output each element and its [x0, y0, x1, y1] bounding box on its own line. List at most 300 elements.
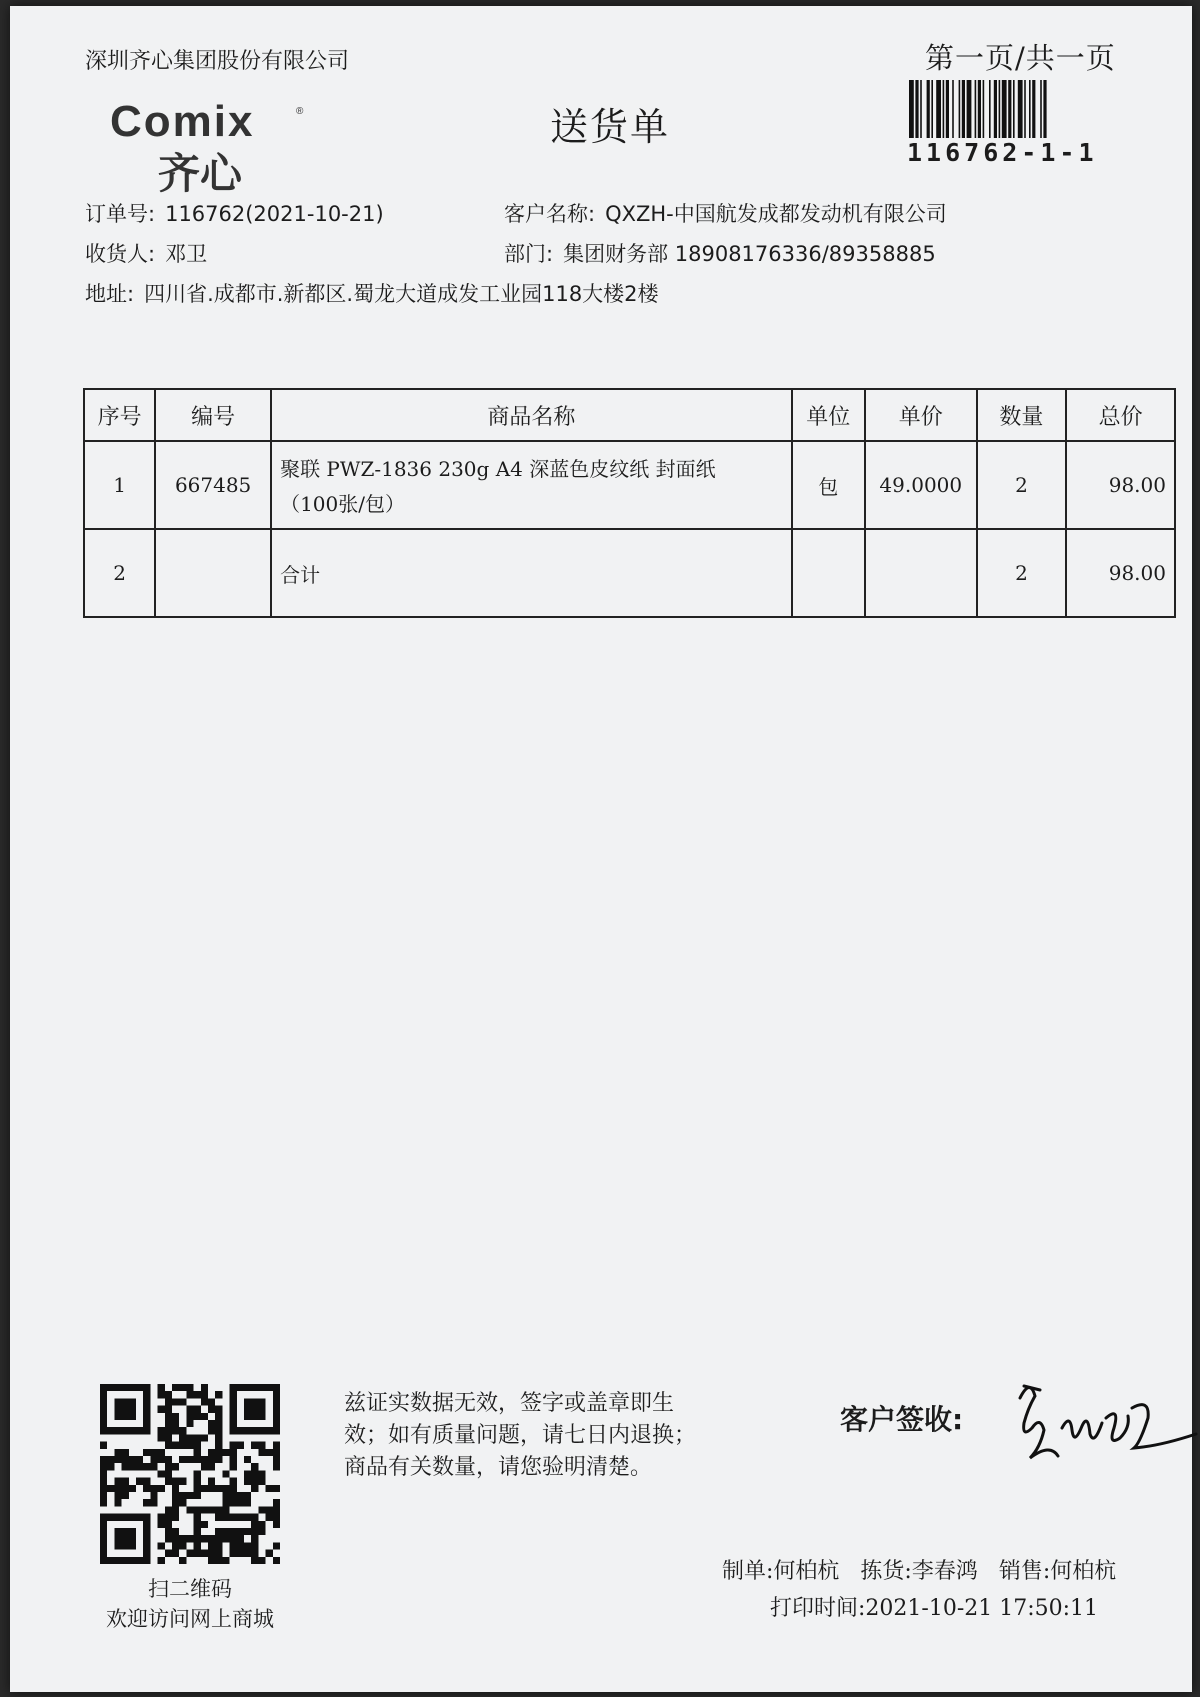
qr-module — [100, 1485, 107, 1492]
barcode-bar — [915, 80, 918, 138]
qr-module — [251, 1542, 258, 1549]
qr-module — [208, 1506, 215, 1513]
cell-unit — [792, 529, 865, 617]
qr-module — [215, 1506, 222, 1513]
qr-module — [194, 1542, 201, 1549]
qr-module — [215, 1535, 222, 1542]
qr-module — [273, 1521, 280, 1528]
qr-module — [215, 1528, 222, 1535]
qr-module — [258, 1470, 265, 1477]
qr-module — [273, 1506, 280, 1513]
barcode-bar — [1013, 80, 1015, 138]
barcode-bar — [994, 80, 997, 138]
qr-module — [230, 1463, 237, 1470]
qr-module — [258, 1449, 265, 1456]
qr-module — [273, 1485, 280, 1492]
qr-module — [114, 1492, 121, 1499]
qr-module — [136, 1478, 143, 1485]
qr-module — [208, 1542, 215, 1549]
qr-module — [222, 1449, 229, 1456]
qr-module — [150, 1499, 157, 1506]
qr-module — [273, 1499, 280, 1506]
qr-module — [215, 1442, 222, 1449]
qr-module — [222, 1485, 229, 1492]
barcode-bar — [952, 80, 954, 138]
receiver-value: 邓卫 — [165, 242, 208, 266]
svg-text:®: ® — [296, 106, 304, 117]
qr-module — [222, 1514, 229, 1521]
qr-module — [143, 1449, 150, 1456]
qr-module — [208, 1478, 215, 1485]
qr-module — [158, 1391, 165, 1398]
logo-subtext: 齐心 — [158, 149, 243, 198]
qr-module — [215, 1557, 222, 1564]
qr-module — [208, 1463, 215, 1470]
qr-module — [179, 1557, 186, 1564]
qr-module — [230, 1514, 237, 1521]
qr-module — [201, 1456, 208, 1463]
qr-module — [107, 1485, 114, 1492]
qr-module — [194, 1391, 201, 1398]
qr-module — [244, 1550, 251, 1557]
qr-module — [208, 1406, 215, 1413]
qr-module — [266, 1514, 273, 1521]
barcode-bar — [962, 80, 965, 138]
qr-module — [251, 1442, 258, 1449]
barcode-bar — [975, 80, 977, 138]
order-number — [85, 198, 384, 228]
qr-module — [244, 1470, 251, 1477]
qr-module — [237, 1499, 244, 1506]
qr-module — [251, 1514, 258, 1521]
qr-module — [165, 1463, 172, 1470]
qr-module — [215, 1413, 222, 1420]
qr-module — [258, 1506, 265, 1513]
qr-module — [194, 1470, 201, 1477]
address-label: 地址: — [85, 282, 135, 306]
cell-unit: 包 — [792, 441, 865, 529]
barcode-bar — [1002, 80, 1007, 138]
qr-module — [158, 1427, 165, 1434]
qr-module — [194, 1521, 201, 1528]
qr-module — [122, 1478, 129, 1485]
qr-module — [114, 1449, 121, 1456]
qr-module — [150, 1492, 157, 1499]
company-name: 深圳齐心集团股份有限公司 — [85, 49, 350, 74]
notice-text — [344, 1388, 754, 1484]
qr-module — [186, 1492, 193, 1499]
qr-module — [244, 1514, 251, 1521]
qr-module — [122, 1463, 129, 1470]
qr-module — [172, 1550, 179, 1557]
qr-module — [172, 1485, 179, 1492]
cell-seq: 2 — [84, 529, 155, 617]
qr-module — [179, 1499, 186, 1506]
cell-product-name: 合计 — [271, 529, 792, 617]
barcode — [907, 80, 1127, 138]
qr-module — [266, 1506, 273, 1513]
barcode-bar — [909, 80, 914, 138]
qr-module — [244, 1542, 251, 1549]
qr-module — [251, 1550, 258, 1557]
qr-module — [158, 1434, 165, 1441]
sales: 销售:何柏杭 — [998, 1559, 1117, 1584]
qr-module — [244, 1499, 251, 1506]
qr-module — [222, 1528, 229, 1535]
qr-module — [100, 1478, 107, 1485]
qr-module — [251, 1528, 258, 1535]
qr-module — [114, 1485, 121, 1492]
header-quantity: 数量 — [977, 389, 1066, 441]
qr-module — [237, 1492, 244, 1499]
qr-caption — [80, 1574, 300, 1634]
qr-module — [251, 1463, 258, 1470]
qr-module — [215, 1485, 222, 1492]
qr-code — [100, 1384, 280, 1564]
qr-module — [201, 1535, 208, 1542]
qr-module — [201, 1463, 208, 1470]
qr-module — [194, 1535, 201, 1542]
qr-module — [201, 1550, 208, 1557]
qr-module — [201, 1391, 208, 1398]
qr-module — [172, 1492, 179, 1499]
qr-module — [179, 1427, 186, 1434]
qr-module — [251, 1557, 258, 1564]
qr-module — [165, 1478, 172, 1485]
qr-module — [273, 1463, 280, 1470]
qr-module — [165, 1391, 172, 1398]
qr-module — [201, 1506, 208, 1513]
qr-module — [208, 1420, 215, 1427]
cell-seq: 1 — [84, 441, 155, 529]
qr-module — [208, 1449, 215, 1456]
qr-finder — [114, 1398, 136, 1420]
qr-module — [172, 1506, 179, 1513]
qr-module — [237, 1542, 244, 1549]
qr-module — [179, 1398, 186, 1405]
qr-module — [215, 1391, 222, 1398]
qr-module — [208, 1427, 215, 1434]
qr-module — [194, 1456, 201, 1463]
order-value: 116762(2021-10-21) — [165, 202, 384, 226]
qr-module — [158, 1470, 165, 1477]
qr-module — [194, 1506, 201, 1513]
qr-module — [172, 1427, 179, 1434]
address-value: 四川省.成都市.新都区.蜀龙大道成发工业园118大楼2楼 — [144, 282, 659, 306]
qr-module — [172, 1442, 179, 1449]
qr-finder — [114, 1528, 136, 1550]
qr-module — [237, 1514, 244, 1521]
qr-module — [201, 1521, 208, 1528]
qr-module — [172, 1413, 179, 1420]
barcode-bar — [946, 80, 949, 138]
qr-module — [158, 1521, 165, 1528]
barcode-bar — [989, 80, 991, 138]
qr-module — [222, 1492, 229, 1499]
qr-module — [222, 1499, 229, 1506]
qr-module — [251, 1478, 258, 1485]
qr-module — [208, 1550, 215, 1557]
qr-module — [186, 1406, 193, 1413]
qr-module — [186, 1442, 193, 1449]
qr-module — [122, 1456, 129, 1463]
qr-module — [230, 1442, 237, 1449]
barcode-bar — [983, 80, 985, 138]
notice-line3: 商品有关数量，请您验明清楚。 — [344, 1455, 653, 1480]
qr-module — [179, 1456, 186, 1463]
qr-module — [122, 1492, 129, 1499]
qr-module — [237, 1550, 244, 1557]
qr-module — [172, 1528, 179, 1535]
barcode-bar — [999, 80, 1001, 138]
header-seq: 序号 — [84, 389, 155, 441]
qr-module — [172, 1384, 179, 1391]
qr-module — [237, 1535, 244, 1542]
order-label: 订单号: — [85, 202, 156, 226]
qr-module — [179, 1384, 186, 1391]
qr-module — [179, 1434, 186, 1441]
qr-module — [230, 1456, 237, 1463]
qr-module — [194, 1442, 201, 1449]
qr-module — [129, 1456, 136, 1463]
qr-module — [251, 1470, 258, 1477]
qr-module — [215, 1434, 222, 1441]
qr-module — [158, 1485, 165, 1492]
dept-value: 集团财务部 18908176336/89358885 — [563, 242, 936, 266]
barcode-bar — [959, 80, 961, 138]
qr-module — [136, 1463, 143, 1470]
print-time: 打印时间:2021-10-21 17:50:11 — [770, 1596, 1099, 1621]
qr-module — [165, 1521, 172, 1528]
barcode-number: 116762-1-1 — [907, 138, 1098, 167]
barcode-bar — [967, 80, 972, 138]
qr-module — [194, 1528, 201, 1535]
qr-module — [201, 1485, 208, 1492]
delivery-note-paper — [10, 6, 1192, 1692]
maker: 制单:何柏杭 — [722, 1559, 840, 1584]
qr-module — [172, 1420, 179, 1427]
qr-module — [122, 1449, 129, 1456]
qr-module — [222, 1506, 229, 1513]
qr-module — [194, 1514, 201, 1521]
qr-module — [266, 1485, 273, 1492]
qr-module — [165, 1528, 172, 1535]
cell-total: 98.00 — [1066, 529, 1175, 617]
qr-module — [194, 1492, 201, 1499]
qr-module — [208, 1535, 215, 1542]
qr-module — [244, 1478, 251, 1485]
qr-module — [172, 1398, 179, 1405]
qr-module — [201, 1398, 208, 1405]
qr-module — [143, 1499, 150, 1506]
table-header-row — [84, 389, 1175, 441]
qr-module — [179, 1442, 186, 1449]
qr-module — [230, 1499, 237, 1506]
qr-module — [158, 1456, 165, 1463]
qr-module — [165, 1413, 172, 1420]
qr-module — [230, 1492, 237, 1499]
qr-module — [100, 1442, 107, 1449]
customer-value: QXZH-中国航发成都发动机有限公司 — [605, 202, 947, 226]
qr-module — [194, 1406, 201, 1413]
qr-module — [165, 1398, 172, 1405]
qr-module — [158, 1557, 165, 1564]
qr-module — [258, 1478, 265, 1485]
qr-module — [172, 1542, 179, 1549]
qr-module — [179, 1535, 186, 1542]
qr-module — [179, 1542, 186, 1549]
customer-sign-label: 客户签收: — [840, 1403, 964, 1436]
qr-module — [100, 1470, 107, 1477]
dept-label: 部门: — [504, 242, 554, 266]
comix-logo — [106, 98, 336, 198]
qr-module — [251, 1485, 258, 1492]
qr-module — [273, 1442, 280, 1449]
barcode-bar — [1024, 80, 1026, 138]
qr-module — [208, 1485, 215, 1492]
qr-module — [158, 1542, 165, 1549]
qr-module — [186, 1550, 193, 1557]
qr-module — [165, 1420, 172, 1427]
qr-module — [230, 1550, 237, 1557]
barcode-bar — [1018, 80, 1023, 138]
qr-module — [165, 1550, 172, 1557]
qr-module — [100, 1499, 107, 1506]
qr-module — [107, 1456, 114, 1463]
document-title: 送货单 — [550, 105, 671, 149]
barcode-bar — [936, 80, 941, 138]
qr-module — [100, 1492, 107, 1499]
qr-module — [107, 1463, 114, 1470]
qr-module — [230, 1485, 237, 1492]
barcode-bar — [931, 80, 933, 138]
qr-module — [230, 1535, 237, 1542]
notice-line2: 效；如有质量问题，请七日内退换； — [344, 1423, 697, 1448]
qr-module — [222, 1470, 229, 1477]
qr-module — [158, 1514, 165, 1521]
qr-module — [237, 1528, 244, 1535]
qr-caption-line2: 欢迎访问网上商城 — [106, 1607, 274, 1631]
qr-module — [172, 1535, 179, 1542]
qr-module — [114, 1456, 121, 1463]
qr-module — [230, 1528, 237, 1535]
qr-module — [215, 1427, 222, 1434]
qr-module — [165, 1514, 172, 1521]
qr-module — [258, 1528, 265, 1535]
qr-module — [158, 1449, 165, 1456]
qr-module — [150, 1485, 157, 1492]
qr-module — [194, 1550, 201, 1557]
qr-module — [222, 1557, 229, 1564]
header-unit: 单位 — [792, 389, 865, 441]
qr-module — [208, 1456, 215, 1463]
qr-module — [179, 1478, 186, 1485]
qr-module — [273, 1456, 280, 1463]
cell-code: 667485 — [155, 441, 271, 529]
qr-module — [165, 1434, 172, 1441]
qr-module — [215, 1406, 222, 1413]
header-product-name: 商品名称 — [271, 389, 792, 441]
qr-module — [143, 1485, 150, 1492]
barcode-bar — [943, 80, 945, 138]
barcode-bar — [920, 80, 922, 138]
receiver-label: 收货人: — [85, 242, 156, 266]
department — [504, 238, 936, 268]
qr-module — [143, 1463, 150, 1470]
customer-label: 客户名称: — [504, 202, 596, 226]
qr-module — [165, 1427, 172, 1434]
product-name-line2: （100张/包） — [280, 492, 405, 516]
qr-module — [158, 1406, 165, 1413]
qr-module — [122, 1485, 129, 1492]
logo-text: Comix — [110, 98, 255, 146]
qr-module — [194, 1449, 201, 1456]
qr-module — [100, 1456, 107, 1463]
qr-module — [186, 1506, 193, 1513]
qr-finder — [244, 1398, 266, 1420]
qr-module — [215, 1449, 222, 1456]
barcode-bar — [927, 80, 930, 138]
cell-quantity: 2 — [977, 529, 1066, 617]
qr-module — [230, 1478, 237, 1485]
qr-module — [215, 1514, 222, 1521]
qr-module — [129, 1485, 136, 1492]
header-code: 编号 — [155, 389, 271, 441]
qr-module — [150, 1456, 157, 1463]
product-name-line1: 聚联 PWZ-1836 230g A4 深蓝色皮纹纸 封面纸 — [280, 457, 716, 481]
qr-module — [237, 1442, 244, 1449]
table-row — [84, 529, 1175, 617]
qr-module — [165, 1442, 172, 1449]
table-row — [84, 441, 1175, 529]
qr-module — [208, 1398, 215, 1405]
qr-module — [114, 1499, 121, 1506]
qr-module — [273, 1514, 280, 1521]
qr-module — [143, 1478, 150, 1485]
cell-quantity: 2 — [977, 441, 1066, 529]
qr-module — [114, 1478, 121, 1485]
qr-module — [273, 1557, 280, 1564]
barcode-bar — [1043, 80, 1046, 138]
qr-module — [172, 1499, 179, 1506]
receiver — [85, 238, 207, 268]
qr-module — [208, 1557, 215, 1564]
qr-module — [150, 1449, 157, 1456]
qr-module — [244, 1528, 251, 1535]
qr-module — [201, 1434, 208, 1441]
qr-module — [273, 1542, 280, 1549]
qr-module — [258, 1557, 265, 1564]
barcode-bar — [1040, 80, 1042, 138]
barcode-bar — [1008, 80, 1011, 138]
qr-module — [222, 1535, 229, 1542]
qr-module — [194, 1478, 201, 1485]
qr-module — [194, 1485, 201, 1492]
qr-module — [172, 1514, 179, 1521]
cell-total: 98.00 — [1066, 441, 1175, 529]
cell-code — [155, 529, 271, 617]
qr-module — [251, 1521, 258, 1528]
staff-line — [722, 1554, 1116, 1585]
qr-module — [158, 1384, 165, 1391]
qr-module — [215, 1420, 222, 1427]
address — [85, 278, 659, 308]
qr-module — [186, 1456, 193, 1463]
qr-module — [273, 1449, 280, 1456]
qr-module — [244, 1456, 251, 1463]
qr-module — [251, 1535, 258, 1542]
qr-module — [215, 1542, 222, 1549]
